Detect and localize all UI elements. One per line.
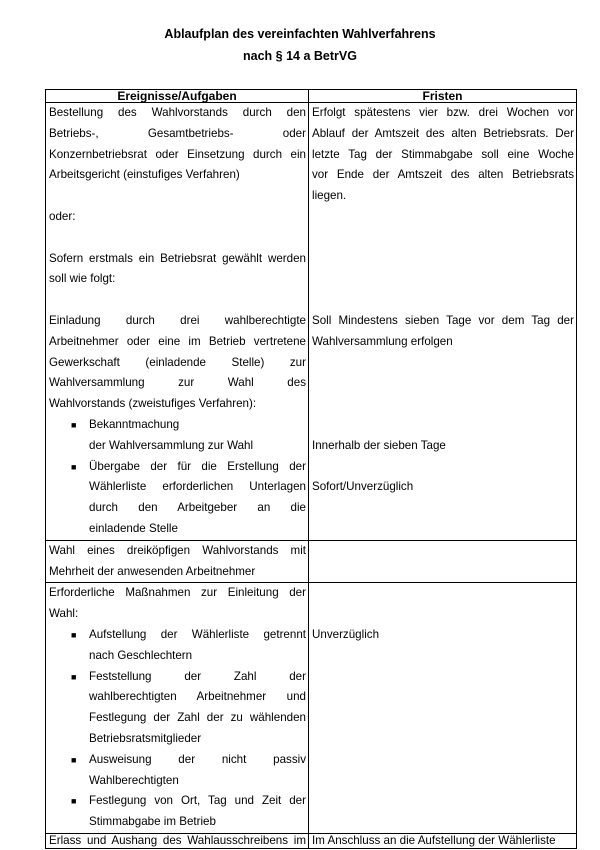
events-cell	[46, 540, 309, 583]
text-line: Mehrheit der anwesenden Arbeitnehmer	[49, 564, 256, 578]
text-line: Sofern erstmals ein Betriebsrat gewählt werden	[49, 251, 306, 265]
header-events: Ereignisse/Aufgaben	[46, 90, 309, 103]
text-line: Wahlvorstands (zweistufiges Verfahren):	[49, 397, 257, 411]
document-title: Ablaufplan des vereinfachten Wahlverfahrens	[164, 27, 436, 41]
table-row	[46, 103, 577, 541]
text-line: Festlegung von Ort, Tag und Zeit der	[89, 794, 306, 808]
text-line: Gewerkschaft (einladende Stelle) zur	[49, 355, 306, 369]
table-row	[46, 583, 577, 834]
table-header-row	[46, 90, 577, 103]
text-line: Betriebs-, Gesamtbetriebs- oder	[49, 126, 306, 140]
text-line: Sofort/Unverzüglich	[312, 480, 414, 494]
text-line: Feststellung der Zahl der	[89, 669, 306, 683]
deadlines-cell	[309, 583, 577, 834]
text-line: Innerhalb der sieben Tage	[312, 438, 446, 452]
table-row	[46, 833, 577, 848]
text-line: Wahl:	[49, 607, 79, 621]
text-line: Aufstellung der Wählerliste getrennt	[89, 627, 306, 641]
text-line: Ausweisung der nicht passiv	[89, 752, 306, 766]
text-line: Erfolgt spätestens vier bzw. drei Wochen vor	[312, 106, 574, 119]
text-line: Wählerliste erforderlichen Unterlagen	[89, 480, 306, 494]
schedule-table	[45, 89, 577, 849]
text-line: Arbeitsgericht (einstufiges Verfahren)	[49, 168, 240, 182]
document-subtitle: nach § 14 a BetrVG	[243, 49, 357, 63]
bullet-square-icon: ■	[71, 796, 77, 807]
text-line: Erlass und Aushang des Wahlausschreibens im	[49, 833, 306, 847]
events-cell	[46, 833, 309, 848]
text-line: oder:	[49, 209, 76, 223]
list-item	[49, 457, 306, 540]
text-line: wahlberechtigten Arbeitnehmer und	[89, 690, 306, 704]
header-deadlines: Fristen	[309, 90, 577, 103]
bullet-square-icon: ■	[71, 671, 77, 682]
text-line: vor Ende der Amtszeit des alten Betriebsrats	[312, 168, 574, 182]
bullet-square-icon: ■	[71, 461, 77, 472]
table-row	[46, 540, 577, 583]
text-line: Einladung durch drei wahlberechtigte	[49, 313, 306, 327]
text-line: Bekanntmachung	[89, 417, 180, 431]
text-line: einladende Stelle	[89, 521, 178, 535]
bullet-square-icon: ■	[71, 754, 77, 765]
list-item	[49, 750, 306, 792]
text-line: Soll Mindestens sieben Tage vor dem Tag der	[312, 313, 574, 327]
deadlines-cell	[309, 103, 577, 541]
events-cell	[46, 583, 309, 834]
list-item	[49, 667, 306, 750]
text-line: durch den Arbeitgeber an die	[89, 501, 306, 515]
text-line: soll wie folgt:	[49, 272, 116, 286]
text-line: Wahlberechtigten	[89, 773, 179, 787]
bullet-square-icon: ■	[71, 629, 77, 640]
text-line: Konzernbetriebsrat oder Einsetzung durch ein	[49, 147, 306, 161]
text-line: Im Anschluss an die Aufstellung der Wählerliste	[312, 833, 556, 847]
text-line: Erforderliche Maßnahmen zur Einleitung der	[49, 586, 306, 600]
deadlines-cell	[309, 833, 577, 848]
events-cell	[46, 103, 309, 541]
text-line: Betriebsratsmitglieder	[89, 731, 202, 745]
bullet-square-icon: ■	[71, 419, 77, 430]
text-line: Wahlversammlung zur Wahl des	[49, 376, 306, 390]
text-line: Übergabe der für die Erstellung der	[89, 459, 306, 473]
bullet-list	[49, 625, 306, 833]
text-line: Stimmabgabe im Betrieb	[89, 815, 216, 829]
deadlines-cell	[309, 540, 577, 583]
text-line: Ablauf der Amtszeit des alten Betriebsrats. Der	[312, 126, 574, 140]
text-line: Arbeitnehmer oder eine im Betrieb vertretene	[49, 334, 306, 348]
list-item	[49, 625, 306, 667]
text-line: Wahl eines dreiköpfigen Wahlvorstands mit	[49, 543, 306, 557]
text-line: Unverzüglich	[312, 627, 380, 641]
bullet-list	[49, 415, 306, 540]
list-item	[49, 791, 306, 833]
list-item	[49, 415, 306, 457]
text-line: letzte Tag der Stimmabgabe soll eine Woche	[312, 147, 574, 161]
text-line: Wahlversammlung erfolgen	[312, 334, 453, 348]
text-line: liegen.	[312, 189, 347, 203]
text-line: der Wahlversammlung zur Wahl	[89, 438, 254, 452]
text-line: Festlegung der Zahl der zu wählenden	[89, 711, 306, 725]
text-line: Bestellung des Wahlvorstands durch den	[49, 106, 306, 119]
text-line: nach Geschlechtern	[89, 648, 193, 662]
